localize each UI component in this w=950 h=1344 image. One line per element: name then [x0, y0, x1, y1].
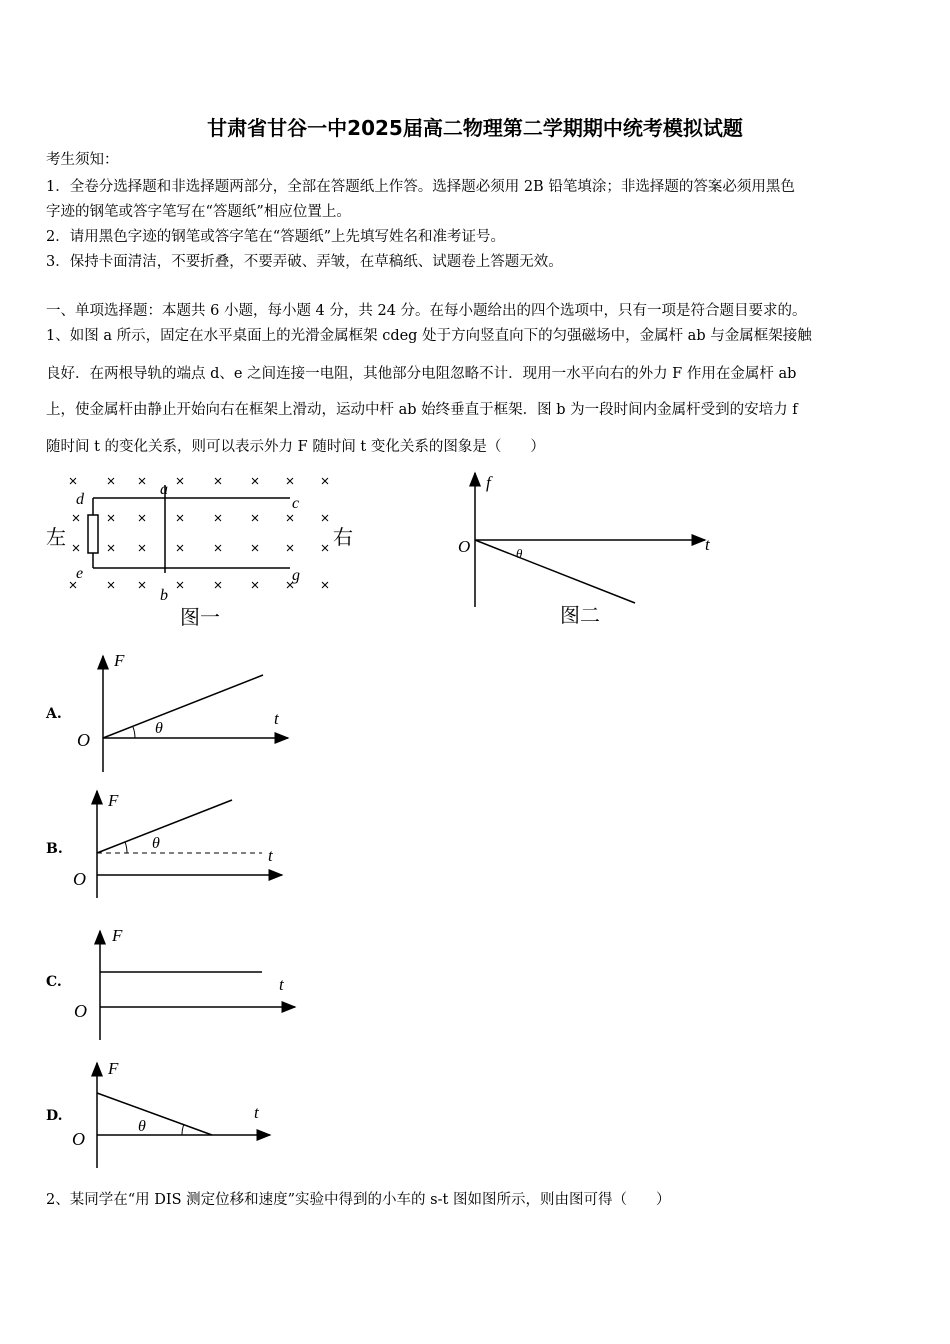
angle-label: θ [152, 835, 160, 852]
field-cross-icon [139, 582, 145, 588]
notice-item: 3．保持卡面清洁，不要折叠，不要弄破、弄皱，在草稿纸、试题卷上答题无效。 [46, 254, 563, 270]
label-g: g [292, 567, 300, 584]
origin-label: O [73, 869, 86, 889]
label-left: 左 [46, 527, 66, 549]
field-cross-icon [287, 545, 293, 551]
field-cross-icon [215, 478, 221, 484]
label-right: 右 [333, 527, 353, 549]
field-cross-icon [322, 478, 328, 484]
notice-item: 字迹的钢笔或答字笔写在“答题纸”相应位置上。 [46, 204, 351, 220]
y-axis-label: F [108, 791, 119, 810]
field-cross-icon [108, 478, 114, 484]
field-cross-icon [322, 582, 328, 588]
label-b: b [160, 587, 168, 604]
field-cross-icon [139, 478, 145, 484]
y-axis-label: F [114, 651, 125, 670]
field-cross-icon [322, 545, 328, 551]
x-axis-label: t [268, 846, 273, 865]
angle-label: θ [138, 1118, 146, 1135]
field-cross-icon [73, 545, 79, 551]
field-cross-icon [215, 582, 221, 588]
f-line [475, 540, 635, 603]
field-cross-icon [139, 545, 145, 551]
field-cross-icon [73, 515, 79, 521]
notice-item: 1．全卷分选择题和非选择题两部分，全部在答题纸上作答。选择题必须用 2B 铅笔填涂；非选择题的答案必须用黑色 [46, 179, 795, 195]
field-cross-icon [108, 515, 114, 521]
magnetic-field-crosses [70, 478, 328, 588]
field-cross-icon [252, 582, 258, 588]
origin-label: O [458, 537, 471, 556]
figure-2-graph [475, 473, 705, 607]
label-e: e [76, 565, 84, 582]
field-cross-icon [287, 478, 293, 484]
question-2-text: 2、某同学在“用 DIS 测定位移和速度”实验中得到的小车的 s-t 图如图所示，则由图可得（ ） [46, 1192, 671, 1208]
field-cross-icon [177, 478, 183, 484]
option-b-label[interactable]: B. [46, 841, 63, 857]
field-cross-icon [215, 515, 221, 521]
field-cross-icon [252, 515, 258, 521]
label-c: c [292, 495, 300, 512]
option-c-label[interactable]: C. [46, 974, 62, 990]
label-a: a [160, 481, 168, 498]
x-axis-label: t [274, 709, 279, 728]
field-cross-icon [177, 582, 183, 588]
x-axis-label: t [254, 1103, 259, 1122]
page-title: 甘肃省甘谷一中2025届高二物理第二学期期中统考模拟试题 [207, 116, 743, 140]
question-1-text: 良好．在两根导轨的端点 d、e 之间连接一电阻，其他部分电阻忽略不计．现用一水平向右的外力 F 作用在金属杆 ab [46, 366, 797, 382]
x-axis-label: t [705, 535, 710, 554]
y-axis-label: f [486, 473, 491, 492]
figure-1-caption: 图一 [180, 607, 220, 629]
section-heading: 一、单项选择题：本题共 6 小题，每小题 4 分，共 24 分。在每小题给出的四个选项中，只有一项是符合题目要求的。 [46, 303, 807, 319]
origin-label: O [77, 730, 90, 750]
notice-item: 2．请用黑色字迹的钢笔或答字笔在“答题纸”上先填写姓名和准考证号。 [46, 229, 506, 245]
field-cross-icon [322, 515, 328, 521]
angle-label: θ [155, 720, 163, 737]
figure-2-caption: 图二 [560, 605, 600, 627]
angle-label: θ [516, 546, 523, 561]
question-1-text: 上，使金属杆由静止开始向右在框架上滑动，运动中杆 ab 始终垂直于框架．图 b 为一段时间内金属杆受到的安培力 f [46, 402, 798, 418]
field-cross-icon [108, 545, 114, 551]
field-cross-icon [108, 582, 114, 588]
y-axis-label: F [112, 926, 123, 945]
option-b-graph [97, 791, 282, 898]
origin-label: O [72, 1129, 85, 1149]
resistor [88, 515, 98, 553]
x-axis-label: t [279, 975, 284, 994]
origin-label: O [74, 1001, 87, 1021]
field-cross-icon [177, 545, 183, 551]
question-1-text: 随时间 t 的变化关系，则可以表示外力 F 随时间 t 变化关系的图象是（ ） [46, 439, 545, 455]
question-1-text: 1、如图 a 所示，固定在水平桌面上的光滑金属框架 cdeg 处于方向竖直向下的匀强磁场中，金属杆 ab 与金属框架接触 [46, 328, 812, 344]
option-a-graph [103, 656, 288, 772]
field-cross-icon [287, 515, 293, 521]
figure-1-circuit [70, 478, 328, 588]
label-d: d [76, 491, 84, 508]
field-cross-icon [252, 545, 258, 551]
field-cross-icon [215, 545, 221, 551]
option-d-graph [97, 1063, 270, 1168]
field-cross-icon [70, 478, 76, 484]
option-d-label[interactable]: D. [46, 1108, 63, 1124]
field-cross-icon [139, 515, 145, 521]
option-a-label[interactable]: A. [46, 706, 62, 722]
option-c-graph [100, 931, 295, 1040]
y-axis-label: F [108, 1059, 119, 1078]
field-cross-icon [177, 515, 183, 521]
field-cross-icon [252, 478, 258, 484]
field-cross-icon [70, 582, 76, 588]
notice-heading: 考生须知： [46, 152, 119, 168]
